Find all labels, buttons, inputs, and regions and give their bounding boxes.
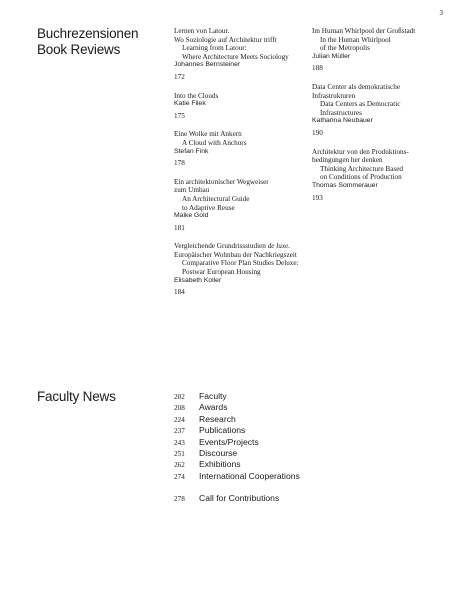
review-page-number: 193 xyxy=(312,193,323,202)
faculty-news-item xyxy=(174,471,374,482)
review-title-de: Architektur von den Produktions- xyxy=(312,147,409,156)
review-entry xyxy=(174,242,314,297)
reviews-left-column xyxy=(174,27,314,307)
review-author: Maike Gold xyxy=(174,212,209,220)
faculty-news-item xyxy=(174,402,374,413)
review-title-de: Data Center als demokratische xyxy=(312,82,401,91)
book-reviews-title-de: Buchrezensionen xyxy=(37,26,139,41)
review-title-en: In the Human Whirlpool xyxy=(320,35,391,44)
review-title-en: of the Metropolis xyxy=(320,44,370,53)
faculty-news-item xyxy=(174,448,374,459)
review-title-de: Into the Clouds xyxy=(174,91,219,100)
review-page-number: 181 xyxy=(174,223,185,232)
review-page-number: 172 xyxy=(174,72,185,81)
review-title-de: bedingungen her denken xyxy=(312,156,383,165)
faculty-news-item xyxy=(174,459,374,470)
review-author: Johannes Bernsteiner xyxy=(174,61,241,69)
faculty-news-page-number: 251 xyxy=(174,449,185,458)
review-title-en: on Conditions of Production xyxy=(320,173,402,182)
faculty-news-heading: Faculty News xyxy=(37,389,116,404)
review-page-number: 190 xyxy=(312,128,323,137)
faculty-news-label: International Cooperations xyxy=(199,470,300,481)
faculty-news-page-number: 202 xyxy=(174,393,185,401)
review-title-en: An Architectural Guide xyxy=(182,194,250,203)
book-reviews-heading xyxy=(37,26,138,58)
review-title-de: Europäischer Wohnbau der Nachkriegszeit xyxy=(174,250,297,259)
page-number: 3 xyxy=(439,9,443,17)
faculty-news-page-number: 262 xyxy=(174,461,185,470)
faculty-news-label: Awards xyxy=(199,402,228,413)
review-title-en: Infrastructures xyxy=(320,108,362,117)
faculty-news-label: Research xyxy=(199,413,236,424)
review-title-en: Postwar European Housing xyxy=(182,268,261,277)
review-page-number: 178 xyxy=(174,159,185,168)
faculty-news-label: Events/Projects xyxy=(199,436,259,447)
review-entry xyxy=(174,130,314,167)
review-entry xyxy=(312,27,457,73)
review-title-de: Infrastrukturen xyxy=(312,91,356,100)
review-entry xyxy=(174,92,314,121)
faculty-news-item xyxy=(174,425,374,436)
review-title-en: Learning from Latour: xyxy=(182,44,247,53)
faculty-news-page-number: 237 xyxy=(174,427,185,436)
faculty-news-item xyxy=(174,391,374,402)
review-title-de: Im Human Whirlpool der Großstadt xyxy=(312,27,416,35)
review-author: Thomas Sommerauer xyxy=(312,181,378,189)
faculty-news-label: Faculty xyxy=(199,391,227,401)
faculty-news-item xyxy=(174,437,374,448)
faculty-news-page-number: 224 xyxy=(174,415,185,424)
review-title-en: Thinking Architecture Based xyxy=(320,164,404,173)
review-title-en: Where Architecture Meets Sociology xyxy=(182,52,289,61)
review-entry xyxy=(312,83,457,138)
faculty-news-item xyxy=(174,493,374,504)
review-page-number: 175 xyxy=(174,111,185,120)
faculty-news-item xyxy=(174,414,374,425)
faculty-news-page-number: 243 xyxy=(174,438,185,447)
reviews-right-column xyxy=(312,27,457,212)
review-title-en: to Adaptive Reuse xyxy=(182,203,235,212)
review-title-de: Lernen von Latour. xyxy=(174,27,230,35)
review-title-en: Comparative Floor Plan Studies Deluxe: xyxy=(182,259,299,268)
faculty-news-label: Call for Contributions xyxy=(199,493,280,504)
review-entry xyxy=(174,27,314,82)
review-author: Stefan Fink xyxy=(174,147,209,155)
review-author: Julian Müller xyxy=(312,52,351,60)
review-author: Katie Filek xyxy=(174,100,206,108)
review-page-number: 184 xyxy=(174,288,185,297)
review-title-en: Data Centers as Democratic xyxy=(320,100,401,109)
faculty-news-page-number: 274 xyxy=(174,472,185,481)
faculty-news-page-number: 278 xyxy=(174,495,185,504)
review-page-number: 188 xyxy=(312,64,323,73)
review-title-de: Vergleichende Grundrissstudien de luxe. xyxy=(174,242,291,251)
review-entry xyxy=(174,178,314,233)
review-entry xyxy=(312,148,457,203)
faculty-news-label: Discourse xyxy=(199,447,238,458)
review-author: Elisabeth Koller xyxy=(174,276,222,284)
faculty-news-list xyxy=(174,391,374,505)
review-title-en: A Cloud with Anchors xyxy=(182,138,247,147)
book-reviews-title-en: Book Reviews xyxy=(37,42,121,57)
faculty-news-label: Exhibitions xyxy=(199,459,241,470)
review-title-de: Wo Soziologie auf Architektur trifft xyxy=(174,35,277,44)
review-title-de: Eine Wolke mit Ankern xyxy=(174,130,242,139)
review-title-de: zum Umbau xyxy=(174,186,210,195)
review-title-de: Ein architektonischer Wegweiser xyxy=(174,177,269,186)
review-author: Katharina Neubauer xyxy=(312,117,373,125)
faculty-news-label: Publications xyxy=(199,425,246,436)
faculty-news-page-number: 208 xyxy=(174,404,185,413)
